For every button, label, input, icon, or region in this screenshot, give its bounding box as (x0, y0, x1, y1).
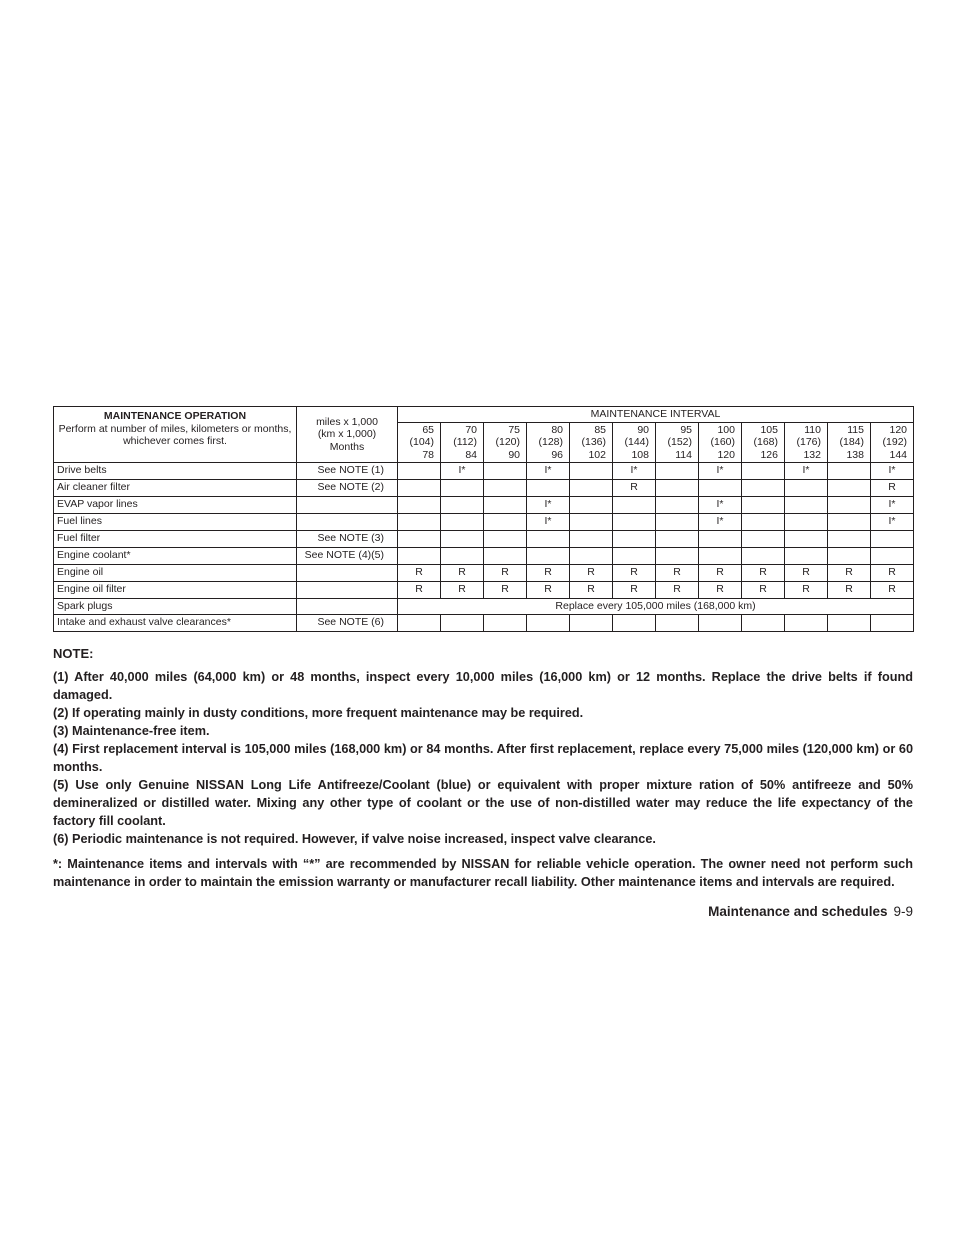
page-number: 9-9 (893, 904, 913, 919)
notes-section (53, 645, 913, 891)
interval-km: (144) (624, 436, 649, 449)
table-row (54, 463, 914, 480)
schedule-cell: R (656, 565, 699, 582)
schedule-cell: R (742, 582, 785, 599)
schedule-cell: R (570, 565, 613, 582)
maintenance-schedule-table-wrap (53, 406, 913, 632)
table-row (54, 565, 914, 582)
schedule-cell (398, 548, 441, 565)
schedule-cell (742, 531, 785, 548)
schedule-cell (656, 497, 699, 514)
schedule-cell (699, 531, 742, 548)
item-name: Intake and exhaust valve clearances* (54, 614, 297, 631)
schedule-cell (742, 463, 785, 480)
schedule-cell (441, 548, 484, 565)
interval-col-header (785, 422, 828, 463)
schedule-cell: R (613, 565, 656, 582)
schedule-cell (484, 480, 527, 497)
page-footer (700, 904, 913, 919)
interval-km: (176) (796, 436, 821, 449)
schedule-cell (699, 480, 742, 497)
schedule-cell (484, 548, 527, 565)
schedule-cell: R (785, 582, 828, 599)
schedule-cell (398, 531, 441, 548)
schedule-cell (699, 548, 742, 565)
item-name: Spark plugs (54, 599, 297, 615)
schedule-cell (398, 463, 441, 480)
schedule-cell (570, 497, 613, 514)
interval-km: (128) (538, 436, 563, 449)
interval-km: (184) (839, 436, 864, 449)
interval-km: (152) (667, 436, 692, 449)
note-item: (4) First replacement interval is 105,000 miles (168,000 km) or 84 months. After first replacement, replace every 75,000 miles (120,000 km) or 60 months. (53, 742, 913, 774)
interval-col-header (441, 422, 484, 463)
unit-months: Months (329, 440, 365, 453)
schedule-cell: I* (527, 514, 570, 531)
note-item: (1) After 40,000 miles (64,000 km) or 48 months, inspect every 10,000 miles (16,000 km) or 12 months. Replace the drive belts if found damaged. (53, 670, 913, 702)
schedule-cell: R (570, 582, 613, 599)
schedule-cell: R (527, 582, 570, 599)
schedule-cell: I* (871, 497, 914, 514)
interval-miles: 95 (680, 423, 692, 436)
schedule-cell (785, 497, 828, 514)
schedule-cell: R (527, 565, 570, 582)
unit-km: (km x 1,000) (317, 428, 377, 441)
schedule-cell (570, 614, 613, 631)
interval-months: 132 (803, 448, 821, 461)
item-name: Engine oil filter (54, 582, 297, 599)
schedule-cell: R (398, 565, 441, 582)
schedule-cell (570, 514, 613, 531)
operation-title: MAINTENANCE OPERATION (103, 410, 247, 422)
schedule-cell (828, 463, 871, 480)
interval-col-header (871, 422, 914, 463)
schedule-cell (570, 463, 613, 480)
schedule-cell (398, 614, 441, 631)
schedule-cell (656, 463, 699, 480)
note-item: (5) Use only Genuine NISSAN Long Life Antifreeze/Coolant (blue) or equivalent with proper mixture ration of 50% antifreeze and 50% demineralized or distilled water. Mixing any other type of coolant or the use of non-distilled water may reduce the life expectancy of the factory fill coolant. (53, 778, 913, 828)
table-row (54, 514, 914, 531)
schedule-cell: R (828, 565, 871, 582)
interval-months: 78 (422, 448, 434, 461)
schedule-cell (828, 531, 871, 548)
note-item: (3) Maintenance-free item. (53, 724, 210, 738)
interval-miles: 100 (717, 423, 735, 436)
schedule-cell (484, 514, 527, 531)
item-name: Fuel lines (54, 514, 297, 531)
interval-km: (120) (495, 436, 520, 449)
table-row (54, 548, 914, 565)
schedule-cell: I* (785, 463, 828, 480)
interval-col-header (742, 422, 785, 463)
schedule-cell (398, 497, 441, 514)
schedule-cell: R (613, 480, 656, 497)
schedule-cell (828, 614, 871, 631)
schedule-cell (441, 614, 484, 631)
note-item: (6) Periodic maintenance is not required. However, if valve noise increased, inspect valve clearance. (53, 832, 656, 846)
schedule-cell (570, 548, 613, 565)
schedule-cell (398, 480, 441, 497)
interval-miles: 75 (508, 423, 520, 436)
schedule-cell: I* (527, 497, 570, 514)
schedule-cell: R (484, 582, 527, 599)
schedule-cell (871, 614, 914, 631)
asterisk-note: *: Maintenance items and intervals with “*” are recommended by NISSAN for reliable vehicle operation. The owner need not perform such maintenance in order to maintain the emission warranty or manufacturer recall liability. Other maintenance items and intervals are required. (53, 857, 913, 889)
schedule-cell (441, 497, 484, 514)
interval-months: 84 (465, 448, 477, 461)
schedule-cell: R (871, 565, 914, 582)
schedule-cell (785, 531, 828, 548)
schedule-cell: I* (441, 463, 484, 480)
schedule-cell (742, 614, 785, 631)
item-note: See NOTE (3) (297, 531, 398, 548)
item-name: Air cleaner filter (54, 480, 297, 497)
schedule-cell: R (656, 582, 699, 599)
schedule-cell: R (742, 565, 785, 582)
schedule-cell (656, 614, 699, 631)
item-name: Drive belts (54, 463, 297, 480)
note-item: (2) If operating mainly in dusty conditions, more frequent maintenance may be required. (53, 706, 584, 720)
schedule-cell (871, 531, 914, 548)
schedule-cell (742, 497, 785, 514)
interval-months: 114 (675, 448, 692, 461)
table-row (54, 497, 914, 514)
interval-miles: 110 (804, 423, 821, 436)
schedule-cell (828, 514, 871, 531)
item-note (297, 497, 398, 514)
schedule-cell: I* (871, 463, 914, 480)
schedule-cell (613, 497, 656, 514)
interval-miles: 65 (422, 423, 434, 436)
operation-subtitle: Perform at number of miles, kilometers or months, whichever comes first. (58, 422, 292, 448)
schedule-cell (484, 497, 527, 514)
schedule-cell (484, 614, 527, 631)
schedule-cell: I* (613, 463, 656, 480)
schedule-cell (742, 548, 785, 565)
interval-months: 108 (631, 448, 649, 461)
operation-header (54, 407, 297, 463)
interval-miles: 85 (594, 423, 606, 436)
schedule-cell: R (398, 582, 441, 599)
schedule-cell: R (828, 582, 871, 599)
item-name: Fuel filter (54, 531, 297, 548)
schedule-cell: R (441, 582, 484, 599)
item-name: Engine oil (54, 565, 297, 582)
table-row (54, 480, 914, 497)
interval-col-header (613, 422, 656, 463)
interval-months: 102 (588, 448, 606, 461)
maintenance-schedule-table (53, 406, 914, 632)
schedule-cell: R (871, 480, 914, 497)
spanning-cell: Replace every 105,000 miles (168,000 km) (398, 599, 914, 615)
schedule-cell (785, 480, 828, 497)
notes-list (53, 668, 913, 848)
item-note (297, 514, 398, 531)
schedule-cell (699, 614, 742, 631)
interval-miles: 105 (760, 423, 778, 436)
item-note: See NOTE (6) (297, 614, 398, 631)
schedule-cell (441, 531, 484, 548)
interval-km: (112) (453, 436, 477, 449)
schedule-cell: R (699, 565, 742, 582)
interval-km: (136) (581, 436, 606, 449)
item-note (297, 582, 398, 599)
interval-col-header (527, 422, 570, 463)
interval-miles: 90 (637, 423, 649, 436)
schedule-cell (484, 531, 527, 548)
notes-heading: NOTE: (53, 646, 94, 661)
schedule-cell: R (441, 565, 484, 582)
schedule-cell (613, 514, 656, 531)
interval-months: 120 (717, 448, 735, 461)
unit-miles: miles x 1,000 (316, 415, 378, 428)
schedule-cell (742, 480, 785, 497)
item-note: See NOTE (2) (297, 480, 398, 497)
table-row (54, 599, 914, 615)
interval-miles: 115 (847, 423, 864, 436)
interval-miles: 80 (551, 423, 563, 436)
interval-km: (192) (882, 436, 908, 449)
schedule-cell (484, 463, 527, 480)
schedule-cell: R (484, 565, 527, 582)
schedule-cell (785, 514, 828, 531)
schedule-cell (828, 480, 871, 497)
interval-col-header (570, 422, 613, 463)
schedule-cell (742, 514, 785, 531)
interval-miles: 120 (889, 423, 908, 436)
schedule-cell (527, 480, 570, 497)
schedule-cell (656, 548, 699, 565)
schedule-cell: R (871, 582, 914, 599)
schedule-cell (527, 548, 570, 565)
table-row (54, 614, 914, 631)
schedule-cell: R (785, 565, 828, 582)
interval-col-header (398, 422, 441, 463)
schedule-cell (527, 614, 570, 631)
interval-months: 96 (551, 448, 563, 461)
table-row (54, 582, 914, 599)
schedule-cell (656, 514, 699, 531)
item-name: EVAP vapor lines (54, 497, 297, 514)
schedule-cell (785, 614, 828, 631)
interval-header: MAINTENANCE INTERVAL (398, 407, 914, 423)
interval-col-header (699, 422, 742, 463)
interval-months: 138 (846, 448, 864, 461)
schedule-cell: I* (699, 463, 742, 480)
schedule-cell (656, 531, 699, 548)
schedule-cell (398, 514, 441, 531)
schedule-cell: I* (699, 497, 742, 514)
schedule-cell (613, 548, 656, 565)
table-row (54, 531, 914, 548)
interval-months: 144 (889, 448, 908, 461)
schedule-cell (527, 531, 570, 548)
schedule-cell: I* (871, 514, 914, 531)
schedule-cell (828, 548, 871, 565)
unit-header (297, 407, 398, 463)
interval-col-header (656, 422, 699, 463)
schedule-cell (828, 497, 871, 514)
schedule-cell (570, 480, 613, 497)
interval-months: 126 (760, 448, 778, 461)
item-note (297, 599, 398, 615)
interval-col-header (484, 422, 527, 463)
item-name: Engine coolant* (54, 548, 297, 565)
interval-km: (160) (710, 436, 735, 449)
interval-months: 90 (508, 448, 520, 461)
interval-km: (168) (753, 436, 778, 449)
interval-km: (104) (409, 436, 434, 449)
schedule-cell (785, 548, 828, 565)
schedule-cell (570, 531, 613, 548)
schedule-cell: R (613, 582, 656, 599)
schedule-cell (613, 531, 656, 548)
schedule-cell (441, 514, 484, 531)
interval-col-header (828, 422, 871, 463)
schedule-cell: I* (699, 514, 742, 531)
item-note (297, 565, 398, 582)
interval-miles: 70 (465, 423, 477, 436)
schedule-cell (613, 614, 656, 631)
schedule-cell (656, 480, 699, 497)
schedule-cell (441, 480, 484, 497)
item-note: See NOTE (1) (297, 463, 398, 480)
schedule-cell: I* (527, 463, 570, 480)
header-row-1 (54, 407, 914, 423)
section-title: Maintenance and schedules (708, 904, 888, 919)
schedule-cell (871, 548, 914, 565)
item-note: See NOTE (4)(5) (297, 548, 398, 565)
schedule-cell: R (699, 582, 742, 599)
